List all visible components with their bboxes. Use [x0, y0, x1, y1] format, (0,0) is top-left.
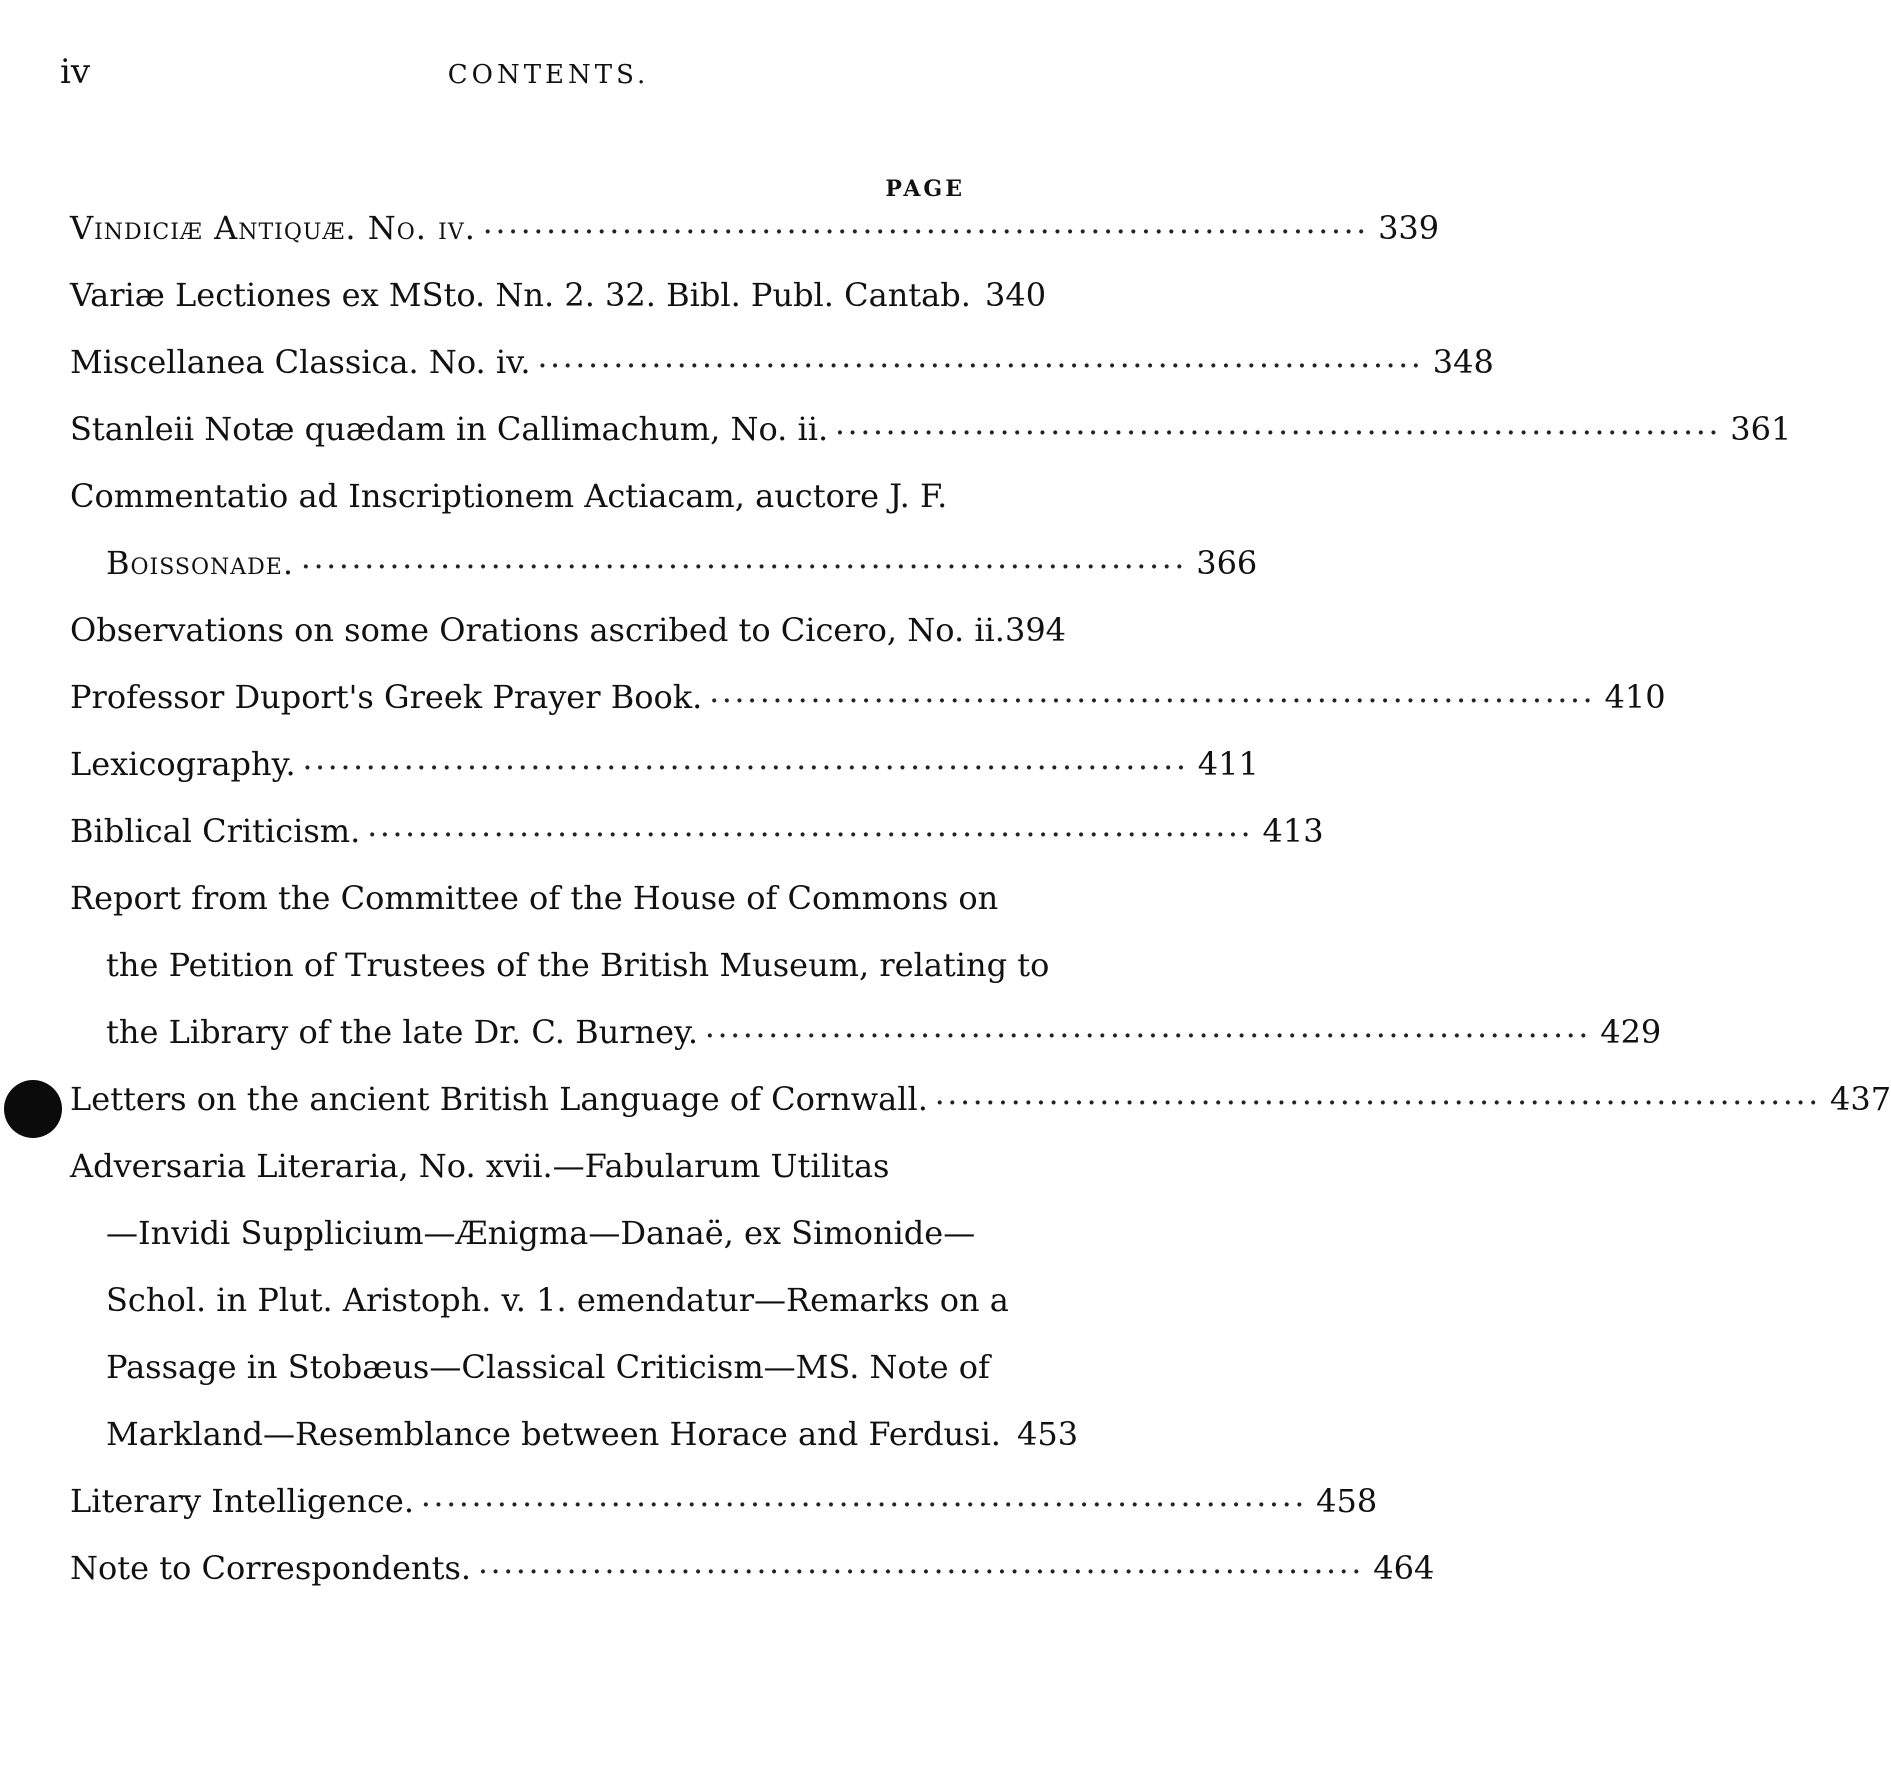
leader-dots: ······································································ — [368, 822, 1255, 848]
toc-entry-continuation[interactable] — [106, 1213, 1045, 1253]
toc-entry-page: 413 — [1262, 812, 1324, 850]
toc-entry[interactable] — [70, 208, 1440, 248]
toc-entry-title: Lexicography. — [70, 745, 296, 783]
toc-entry-page: 464 — [1373, 1549, 1435, 1587]
leader-dots: ······································································ — [422, 1492, 1309, 1518]
toc-entry[interactable] — [70, 275, 1045, 315]
toc-entry-page: 348 — [1432, 343, 1494, 381]
toc-entry-title: Commentatio ad Inscriptionem Actiacam, auctore J. F. — [70, 477, 948, 515]
page-title: CONTENTS. — [447, 60, 650, 90]
toc-entry[interactable] — [70, 677, 1666, 717]
toc-entry[interactable] — [70, 1481, 1378, 1521]
toc-entry[interactable] — [70, 342, 1494, 382]
toc-entry-title: Miscellanea Classica. No. iv. — [70, 343, 531, 381]
toc-entry-text: the Petition of Trustees of the British Museum, relating to — [106, 946, 1050, 984]
page-numeral: iv — [60, 52, 91, 92]
toc-entry-page: 429 — [1600, 1013, 1662, 1051]
toc-entry-page: 339 — [1378, 209, 1440, 247]
toc-entry-page: 458 — [1316, 1482, 1378, 1520]
toc-entry-title: Stanleii Notæ quædam in Callimachum, No. ii. — [70, 410, 829, 448]
toc-entry-title: Literary Intelligence. — [70, 1482, 415, 1520]
toc-entry[interactable] — [70, 744, 1259, 784]
toc-entry-text: the Library of the late Dr. C. Burney. — [106, 1013, 699, 1051]
toc-entry-continuation[interactable] — [106, 1347, 1045, 1387]
toc-entry-text: —Invidi Supplicium—Ænigma—Danaë, ex Simonide— — [106, 1214, 976, 1252]
toc-entry-title: Professor Duport's Greek Prayer Book. — [70, 678, 703, 716]
toc-entry-continuation[interactable] — [106, 945, 1050, 985]
page-column-label: PAGE — [885, 176, 965, 202]
toc-entry[interactable] — [70, 610, 1067, 650]
leader-dots: ······································································ — [479, 1559, 1366, 1585]
toc-entry-title: Note to Correspondents. — [70, 1549, 472, 1587]
toc-entry-page: 340 — [985, 276, 1047, 314]
toc-entry-continuation[interactable] — [106, 543, 1258, 583]
toc-entry-title: Report from the Committee of the House of Commons on — [70, 879, 999, 917]
leader-dots: ······································································ — [935, 1090, 1823, 1116]
toc-entry[interactable] — [70, 1548, 1435, 1588]
toc-entry[interactable] — [70, 1079, 1891, 1119]
toc-entry-page: 394 — [1004, 611, 1067, 649]
toc-entry[interactable] — [70, 878, 1045, 918]
leader-dots: ······································································ — [303, 755, 1190, 781]
toc-entry-continuation[interactable] — [106, 1414, 1079, 1454]
leader-dots: ······································································ — [538, 353, 1425, 379]
toc-entry-continuation[interactable] — [106, 1280, 1045, 1320]
toc-entry-text: Markland—Resemblance between Horace and Ferdusi. — [106, 1415, 1001, 1453]
toc-entry[interactable] — [70, 409, 1792, 449]
toc-entry[interactable] — [70, 811, 1324, 851]
toc-entry-title: Letters on the ancient British Language of Cornwall. — [70, 1080, 928, 1118]
leader-dots: ······································································ — [710, 688, 1597, 714]
leader-dots: ······································································ — [836, 420, 1723, 446]
toc-entry-title: Vindiciæ Antiquæ. No. iv. — [70, 209, 476, 247]
toc-entry-text: Passage in Stobæus—Classical Criticism—MS. Note of — [106, 1348, 990, 1386]
leader-dots: ······································································ — [302, 554, 1189, 580]
toc-entry-title: Variæ Lectiones ex MSto. Nn. 2. 32. Bibl. Publ. Cantab. — [70, 276, 971, 314]
toc-entry-title: Biblical Criticism. — [70, 812, 361, 850]
toc-entry-page: 453 — [1016, 1415, 1079, 1453]
toc-entry-text: Schol. in Plut. Aristoph. v. 1. emendatur—Remarks on a — [106, 1281, 1009, 1319]
leader-dots: ······································································ — [483, 219, 1371, 245]
toc-entry-page: 411 — [1197, 745, 1259, 783]
leader-dots: ······································································ — [706, 1023, 1593, 1049]
toc-entry-page: 437 — [1830, 1080, 1891, 1118]
toc-entry-continuation[interactable] — [106, 1012, 1662, 1052]
toc-entry-title: Observations on some Orations ascribed to Cicero, No. ii. — [70, 611, 1005, 649]
toc-entry-author: Boissonade. — [106, 544, 295, 582]
toc-entry[interactable] — [70, 476, 1045, 516]
toc-entry[interactable] — [70, 1146, 1045, 1186]
toc-entry-page: 366 — [1196, 544, 1258, 582]
toc-entry-page: 361 — [1730, 410, 1792, 448]
ink-blot-marker — [4, 1080, 62, 1138]
toc-entry-title: Adversaria Literaria, No. xvii.—Fabularum Utilitas — [70, 1147, 890, 1185]
toc-entry-page: 410 — [1604, 678, 1666, 716]
